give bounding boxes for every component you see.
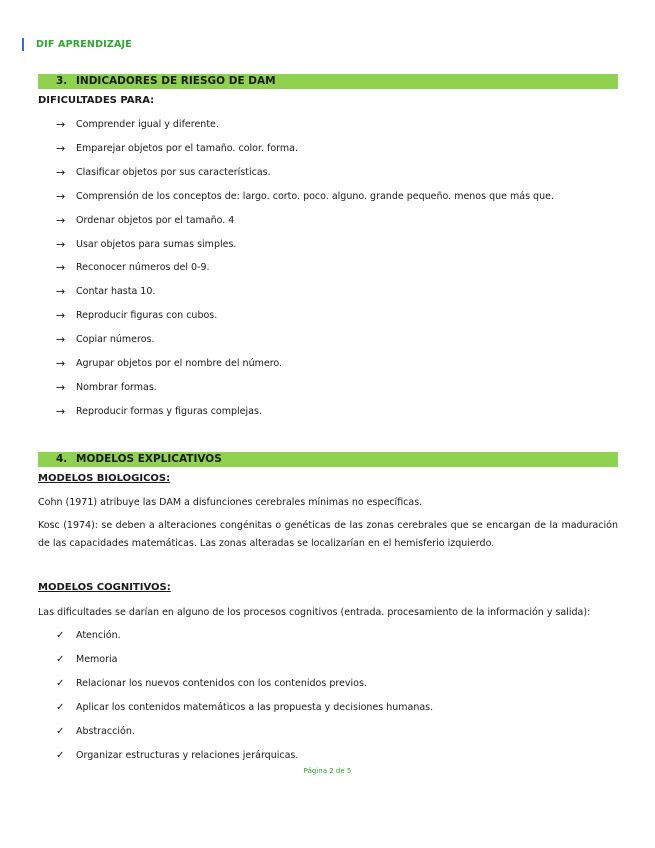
list-item <box>56 333 154 346</box>
page-number: Página 2 de 5 <box>303 767 352 775</box>
cog-models-heading: MODELOS COGNITIVOS: <box>38 582 171 593</box>
list-item-text: Abstracción. <box>76 726 135 737</box>
list-item <box>56 381 157 394</box>
list-item <box>56 309 217 322</box>
list-item-text: Memoria <box>76 654 118 665</box>
section-4-title: MODELOS EXPLICATIVOS <box>76 453 222 465</box>
right-arrow-icon: → <box>56 141 66 155</box>
list-item-text: Usar objetos para sumas simples. <box>76 238 237 250</box>
bio-models-heading: MODELOS BIOLOGICOS: <box>38 473 171 484</box>
right-arrow-icon: → <box>56 333 66 347</box>
right-arrow-icon: → <box>56 165 66 179</box>
checkmark-icon: ✓ <box>56 630 65 641</box>
list-item <box>56 678 367 689</box>
right-arrow-icon: → <box>56 285 66 299</box>
list-item <box>56 726 135 737</box>
page-header <box>22 38 132 51</box>
list-item-text: Ordenar objetos por el tamaño. 4 <box>76 214 235 226</box>
list-item-text: Reproducir figuras con cubos. <box>76 310 218 322</box>
section-3-title: INDICADORES DE RIESGO DE DAM <box>76 75 276 87</box>
list-item-text: Emparejar objetos por el tamaño. color. forma. <box>76 142 299 154</box>
list-item <box>56 261 210 274</box>
right-arrow-icon: → <box>56 309 66 323</box>
list-item <box>56 214 234 227</box>
list-item <box>56 238 236 251</box>
section-3-subtitle: DIFICULTADES PARA: <box>38 95 155 106</box>
list-item <box>56 630 121 641</box>
list-item-text: Contar hasta 10. <box>76 286 156 298</box>
right-arrow-icon: → <box>56 261 66 275</box>
cog-intro-paragraph: Las dificultades se darían en alguno de los procesos cognitivos (entrada. procesamiento de la información y salida): <box>38 607 591 618</box>
list-item-text: Comprender igual y diferente. <box>76 119 219 130</box>
section-3-heading <box>38 74 618 89</box>
list-item-text: Clasificar objetos por sus características. <box>76 166 271 178</box>
bio-paragraph-2: Kosc (1974): se deben a alteraciones congénitas o genéticas de las zonas cerebrales que se encargan de la maduración de las capacidades matemáticas. Las zonas alteradas se localizarían en el hemisferio izquierdo. <box>38 520 618 549</box>
list-item-text: Agrupar objetos por el nombre del número. <box>76 358 283 369</box>
checkmark-icon: ✓ <box>56 750 65 761</box>
checkmark-icon: ✓ <box>56 702 65 713</box>
right-arrow-icon: → <box>56 380 66 394</box>
section-4-number: 4. <box>56 453 68 465</box>
right-arrow-icon: → <box>56 404 66 418</box>
header-accent-bar <box>22 38 24 51</box>
list-item <box>56 702 433 713</box>
list-item-text: Atención. <box>76 630 121 641</box>
right-arrow-icon: → <box>56 357 66 370</box>
right-arrow-icon: → <box>56 213 66 227</box>
list-item <box>56 166 271 179</box>
right-arrow-icon: → <box>56 118 66 131</box>
list-item <box>56 405 262 418</box>
list-item-text: Relacionar los nuevos contenidos con los contenidos previos. <box>76 678 367 689</box>
right-arrow-icon: → <box>56 189 66 203</box>
list-item <box>56 190 554 203</box>
list-item-text: Comprensión de los conceptos de: largo. corto. poco. alguno. grande pequeño. menos que más que. <box>76 190 554 202</box>
section-3-number: 3. <box>56 75 68 87</box>
checkmark-icon: ✓ <box>56 726 65 737</box>
list-item <box>56 285 155 298</box>
list-item <box>56 118 219 131</box>
list-item-text: Copiar números. <box>76 334 155 346</box>
right-arrow-icon: → <box>56 237 66 251</box>
list-item-text: Nombrar formas. <box>76 381 157 393</box>
section-4-heading <box>38 452 618 467</box>
list-item-text: Reproducir formas y figuras complejas. <box>76 405 262 417</box>
checkmark-icon: ✓ <box>56 654 65 665</box>
list-item-text: Reconocer números del 0-9. <box>76 262 210 274</box>
list-item <box>56 654 117 665</box>
list-item <box>56 357 282 370</box>
bio-paragraph-1: Cohn (1971) atribuye las DAM a disfunciones cerebrales mínimas no específicas. <box>38 497 423 508</box>
list-item-text: Organizar estructuras y relaciones jerárquicas. <box>76 750 299 761</box>
header-title: DIF APRENDIZAJE <box>36 39 132 50</box>
list-item <box>56 750 298 761</box>
list-item <box>56 142 298 155</box>
checkmark-icon: ✓ <box>56 678 65 689</box>
list-item-text: Aplicar los contenidos matemáticos a las propuesta y decisiones humanas. <box>76 702 434 713</box>
